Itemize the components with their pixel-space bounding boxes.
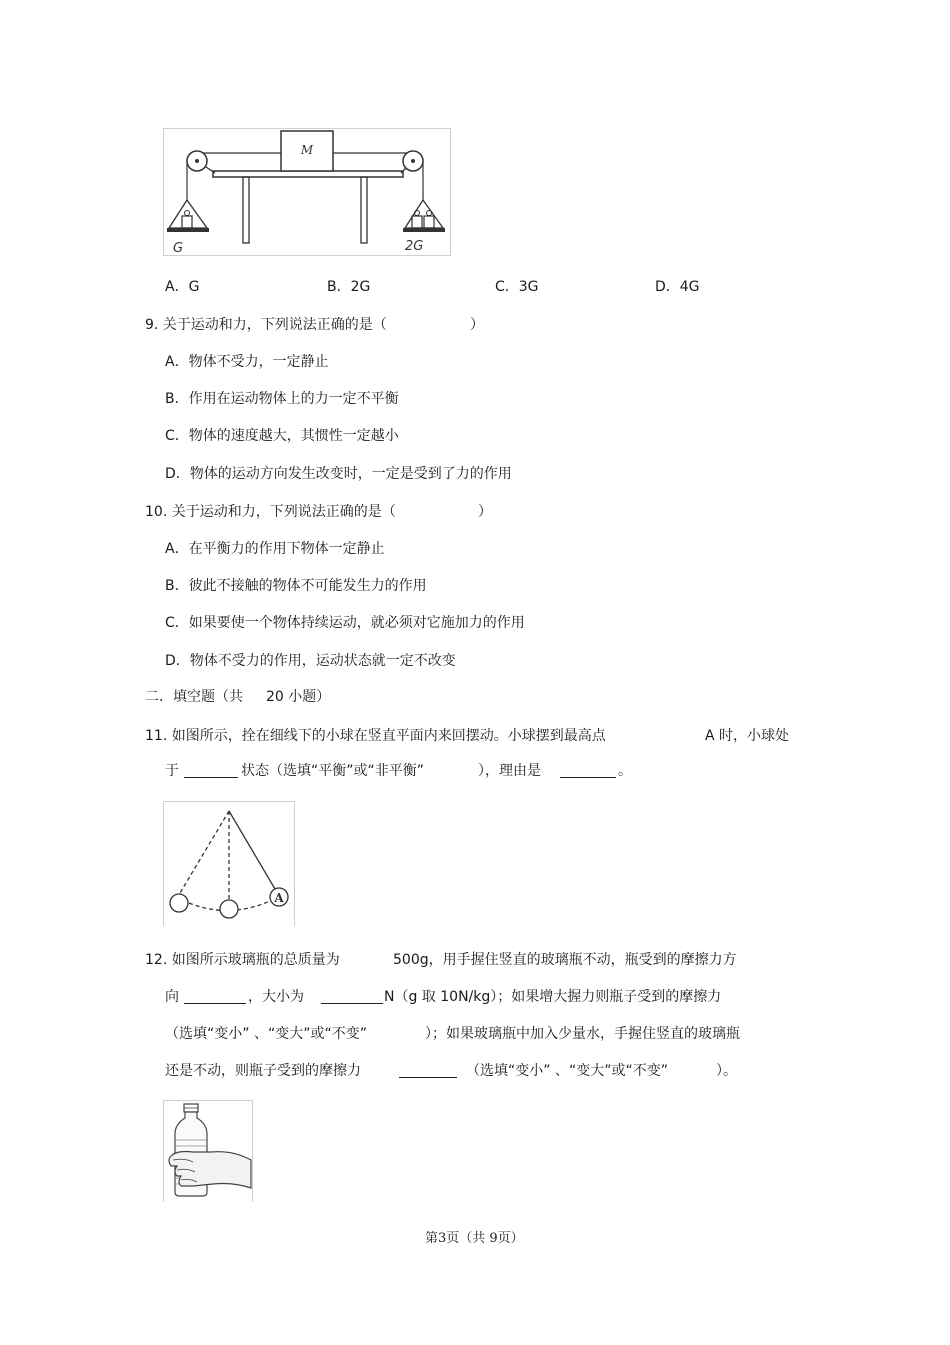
- q12-blank-2[interactable]: [321, 1003, 383, 1004]
- q12-line1-b: 500g，用手握住竖直的玻璃瓶不动，瓶受到的摩擦力方: [393, 952, 737, 968]
- q12-line3-a: （选填“变小” 、“变大”或“不变”: [165, 1026, 367, 1042]
- q11-line2-c: ），理由是: [478, 763, 541, 779]
- q9-paren-close: ）: [470, 317, 484, 333]
- q11-line1-b: A 时，小球处: [705, 728, 790, 744]
- q12-line2-a: 向: [165, 989, 179, 1005]
- q8-option-c: C．3G: [495, 279, 539, 295]
- pulley-table-diagram: [163, 128, 451, 256]
- ball-a-label: A: [274, 891, 284, 905]
- q12-line2-c: N（g 取 10N/kg）；如果增大握力则瓶子受到的摩擦力: [384, 989, 722, 1005]
- q9-stem: 9. 关于运动和力，下列说法正确的是（: [145, 317, 387, 333]
- q10-stem: 10. 关于运动和力，下列说法正确的是（: [145, 504, 396, 520]
- q11-line1-a: 11. 如图所示，拴在细线下的小球在竖直平面内来回摆动。小球摆到最高点: [145, 728, 606, 744]
- right-weight-label: 2G: [405, 239, 424, 254]
- q12-blank-1[interactable]: [184, 1003, 246, 1004]
- q11-blank-2[interactable]: [560, 777, 616, 778]
- q8-pulley-figure: [163, 128, 451, 256]
- q11-blank-1[interactable]: [184, 777, 238, 778]
- left-weight-label: G: [173, 241, 184, 256]
- pendulum-diagram: [163, 801, 295, 926]
- q9-option-b: B．作用在运动物体上的力一定不平衡: [165, 391, 399, 407]
- bottle-hand-diagram: [163, 1100, 253, 1202]
- q8-option-d: D．4G: [655, 279, 700, 295]
- q9-option-a: A．物体不受力，一定静止: [165, 354, 329, 370]
- q12-line4-c: ）。: [716, 1063, 737, 1079]
- q12-line4-a: 还是不动，则瓶子受到的摩擦力: [165, 1063, 361, 1079]
- q12-bottle-figure: [163, 1100, 253, 1202]
- q12-line3-b: ）；如果玻璃瓶中加入少量水，手握住竖直的玻璃瓶: [425, 1026, 740, 1042]
- q8-option-b: B．2G: [327, 279, 371, 295]
- q12-line1-a: 12. 如图所示玻璃瓶的总质量为: [145, 952, 340, 968]
- q11-pendulum-figure: [163, 801, 295, 926]
- q8-option-a: A．G: [165, 279, 200, 295]
- q10-option-a: A．在平衡力的作用下物体一定静止: [165, 541, 385, 557]
- q10-paren-close: ）: [478, 504, 492, 520]
- q11-line2-d: 。: [618, 763, 632, 779]
- q9-option-d: D．物体的运动方向发生改变时，一定是受到了力的作用: [165, 466, 512, 482]
- block-label: M: [300, 143, 314, 157]
- section-heading-a: 二．填空题（共: [145, 689, 243, 705]
- q11-line2-b: 状态（选填“平衡”或“非平衡”: [241, 763, 425, 779]
- q11-line2-a: 于: [165, 763, 179, 779]
- q12-line4-b: （选填“变小” 、“变大”或“不变”: [466, 1063, 668, 1079]
- q12-line2-b: ，大小为: [248, 989, 304, 1005]
- q10-option-c: C．如果要使一个物体持续运动，就必须对它施加力的作用: [165, 615, 525, 631]
- q10-option-b: B．彼此不接触的物体不可能发生力的作用: [165, 578, 427, 594]
- q9-option-c: C．物体的速度越大，其惯性一定越小: [165, 428, 399, 444]
- q10-option-d: D．物体不受力的作用，运动状态就一定不改变: [165, 653, 456, 669]
- page-footer: 第3页（共 9页）: [425, 1231, 524, 1246]
- section-heading-b: 20 小题）: [266, 689, 331, 705]
- q12-blank-3[interactable]: [399, 1077, 457, 1078]
